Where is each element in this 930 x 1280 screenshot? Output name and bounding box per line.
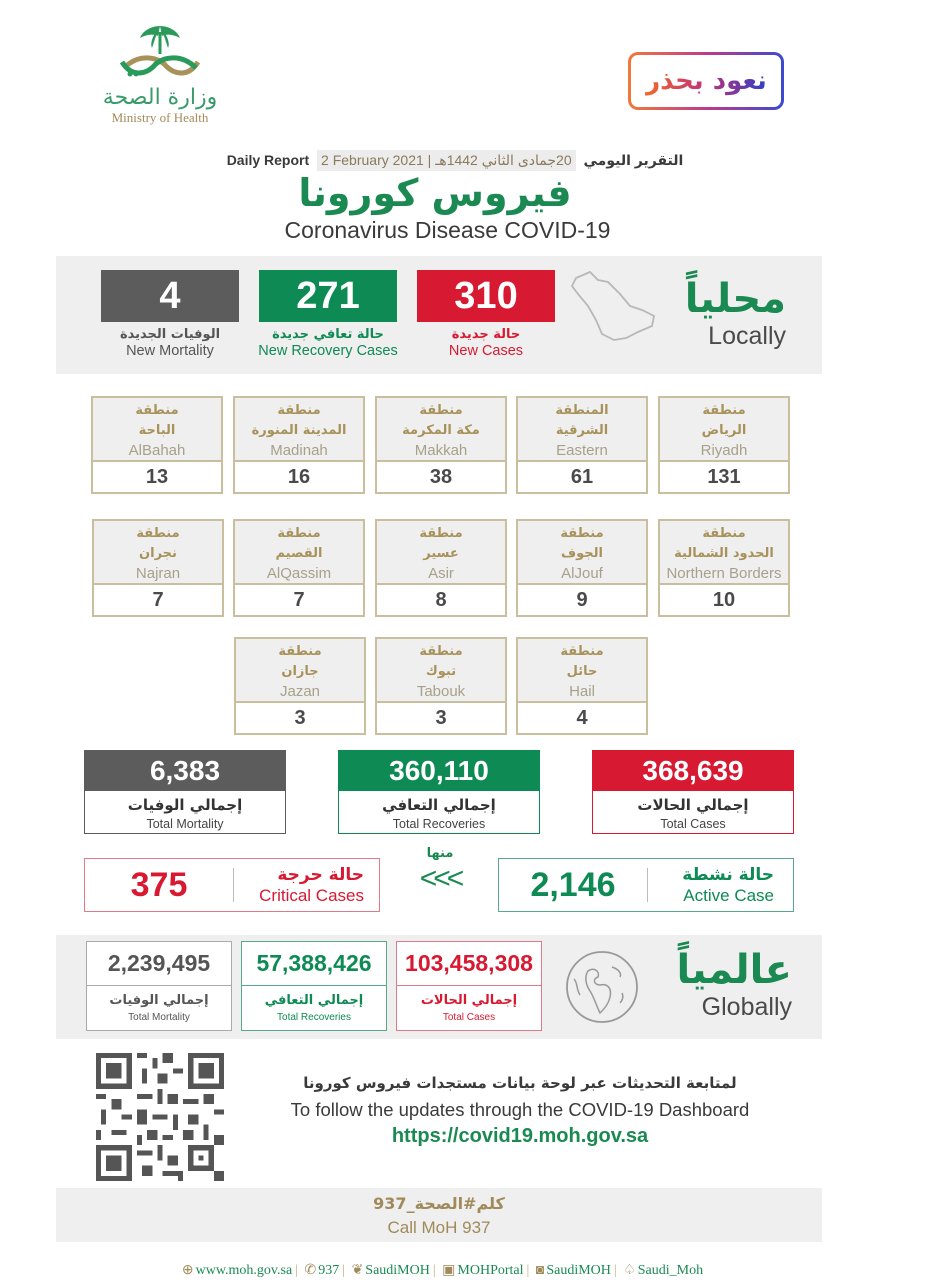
region-value: 9: [576, 589, 588, 611]
new-cases-label-ar: حالة جديدة: [451, 327, 521, 342]
report-date: 2 February 2021 | 20جمادى الثاني 1442هـ: [317, 150, 576, 171]
footer-link-text: SaudiMOH: [365, 1263, 430, 1278]
total-cases-label-ar: إجمالي الحالات: [637, 796, 749, 814]
global-recoveries-label-en: Total Recoveries: [277, 1012, 351, 1023]
footer-link-text: www.moh.gov.sa: [195, 1263, 293, 1278]
footer-link-snapchat[interactable]: [623, 1263, 703, 1278]
region-card-aljouf: [516, 519, 648, 617]
palm-swords-icon: [110, 22, 210, 84]
region-card-northern-borders: [658, 519, 790, 617]
region-name-en: Makkah: [414, 442, 468, 459]
daily-report-label-ar: التقرير اليومي: [583, 152, 684, 168]
region-name-en: Tabouk: [416, 683, 466, 700]
active-cases-label-en: Active Case: [683, 886, 774, 905]
region-card-madinah: [233, 396, 365, 494]
region-card-alqassim: [233, 519, 365, 617]
footer-links: [0, 1262, 885, 1279]
region-prefix: منطقة: [419, 526, 463, 541]
region-value: 131: [707, 466, 741, 488]
page-title-ar: فيروس كورونا: [298, 171, 572, 215]
call-hashtag-ar: كلم#الصحة_937: [373, 1194, 505, 1213]
region-card-asir: [375, 519, 507, 617]
region-value: 7: [152, 589, 164, 611]
region-name-en: Madinah: [270, 442, 328, 459]
new-mortality-caption: [85, 326, 255, 360]
region-prefix: منطقة: [560, 526, 604, 541]
divider: |: [295, 1263, 299, 1278]
region-prefix: منطقة: [560, 644, 604, 659]
region-card-najran: [92, 519, 224, 617]
region-name-en: AlBahah: [128, 442, 186, 459]
region-name-ar: القصيم: [275, 546, 323, 561]
region-name-ar: تبوك: [425, 664, 457, 679]
region-name-en: Asir: [428, 565, 454, 582]
dashboard-text-ar: لمتابعة التحديثات عبر لوحة بيانات مستجدات فيروس كورونا: [303, 1074, 737, 1092]
region-name-en: Eastern: [556, 442, 608, 459]
total-recoveries-card: [338, 750, 540, 834]
page-title-en: Coronavirus Disease COVID-19: [284, 217, 611, 243]
daily-report-label-en: Daily Report: [226, 152, 310, 168]
region-card-hail: [516, 637, 648, 735]
total-mortality-value: 6,383: [85, 751, 285, 791]
critical-cases-label: [234, 864, 364, 906]
new-cases-label-en: New Cases: [448, 343, 524, 359]
total-mortality-label-ar: إجمالي الوفيات: [127, 796, 243, 814]
active-cases-label-ar: حالة نشطة: [682, 865, 774, 885]
call-text-en: Call MoH 937: [387, 1218, 491, 1237]
global-recoveries-card: [241, 941, 387, 1031]
saudi-map-icon: [568, 268, 660, 342]
region-value: 61: [570, 466, 594, 488]
moh-logo: [95, 22, 225, 134]
global-cases-value: 103,458,308: [397, 942, 541, 986]
divider: |: [613, 1263, 617, 1278]
footer-link-youtube[interactable]: [442, 1263, 523, 1278]
region-prefix: منطقة: [278, 644, 322, 659]
new-recovery-value: 271: [259, 270, 397, 322]
footer-link-text: 937: [318, 1263, 340, 1278]
global-mortality-label-ar: إجمالي الوفيات: [109, 993, 209, 1008]
snapchat-icon: ♤: [623, 1263, 636, 1278]
globe-icon: ⊕: [181, 1263, 194, 1278]
region-card-eastern: [516, 396, 648, 494]
region-value: 16: [287, 466, 311, 488]
active-cases-card: [498, 858, 794, 912]
region-value: 8: [435, 589, 447, 611]
qr-code[interactable]: [96, 1053, 224, 1181]
total-recoveries-value: 360,110: [339, 751, 539, 791]
new-recovery-label-ar: حالة تعافي جديدة: [272, 327, 384, 342]
dashboard-link[interactable]: https://covid19.moh.gov.sa: [391, 1125, 649, 1147]
region-name-ar: الحدود الشمالية: [674, 546, 774, 561]
region-prefix: المنطقة: [555, 403, 609, 418]
region-name-ar: نجران: [139, 546, 177, 561]
new-mortality-label-ar: الوفيات الجديدة: [119, 327, 221, 342]
region-name-ar: عسير: [423, 546, 459, 561]
critical-cases-card: [84, 858, 380, 912]
region-prefix: منطقة: [419, 644, 463, 659]
critical-cases-label-en: Critical Cases: [259, 886, 364, 905]
new-cases-caption: [401, 326, 571, 360]
divider: |: [342, 1263, 346, 1278]
divider: |: [526, 1263, 530, 1278]
region-card-tabouk: [375, 637, 507, 735]
dashboard-text-en: To follow the updates through the COVID-19 Dashboard: [290, 1099, 750, 1120]
global-cases-label-en: Total Cases: [442, 1012, 496, 1023]
total-cases-label-en: Total Cases: [660, 817, 726, 831]
region-name-ar: الجوف: [561, 546, 603, 561]
region-prefix: منطقة: [702, 526, 746, 541]
region-value: 3: [435, 707, 447, 729]
active-cases-value: 2,146: [530, 865, 616, 904]
global-cases-card: [396, 941, 542, 1031]
globe-icon: [564, 949, 640, 1025]
region-value: 4: [576, 707, 588, 729]
region-prefix: منطقة: [136, 526, 180, 541]
region-name-ar: جازان: [281, 664, 319, 679]
global-recoveries-value: 57,388,426: [242, 942, 386, 986]
region-name-ar: الشرقية: [555, 423, 609, 438]
footer-link-phone[interactable]: [305, 1263, 340, 1278]
region-name-en: Hail: [569, 683, 595, 700]
globally-title-en: Globally: [701, 993, 792, 1021]
total-recoveries-label-en: Total Recoveries: [392, 817, 486, 831]
region-name-en: Riyadh: [700, 442, 748, 459]
region-name-ar: الرياض: [701, 423, 747, 438]
twitter-icon: ❦: [351, 1263, 364, 1278]
region-prefix: منطقة: [135, 403, 179, 418]
region-prefix: منطقة: [702, 403, 746, 418]
region-value: 13: [145, 466, 169, 488]
region-name-ar: مكة المكرمة: [402, 423, 480, 438]
region-card-riyadh: [658, 396, 790, 494]
region-card-makkah: [375, 396, 507, 494]
active-cases-label: [648, 864, 774, 906]
region-prefix: منطقة: [277, 403, 321, 418]
global-cases-label-ar: إجمالي الحالات: [420, 993, 518, 1008]
locally-title: [685, 276, 786, 350]
gregorian-date: 2 February 2021: [321, 152, 424, 168]
total-mortality-label-en: Total Mortality: [146, 817, 224, 831]
hijri-date: 20جمادى الثاني 1442هـ: [435, 152, 572, 168]
region-name-en: AlQassim: [266, 565, 332, 582]
new-cases-value: 310: [417, 270, 555, 322]
new-recovery-caption: [243, 326, 413, 360]
total-cases-card: [592, 750, 794, 834]
region-prefix: منطقة: [277, 526, 321, 541]
region-name-ar: الباحة: [138, 423, 176, 438]
footer-link-instagram[interactable]: [536, 1263, 611, 1278]
region-prefix: منطقة: [419, 403, 463, 418]
footer-link-text: Saudi_Moh: [637, 1263, 704, 1278]
critical-cases-value: 375: [130, 865, 188, 904]
locally-title-ar: محلياً: [684, 276, 786, 322]
globally-section: [56, 935, 822, 1039]
new-recovery-label-en: New Recovery Cases: [258, 343, 398, 359]
call-banner: [56, 1188, 822, 1242]
region-name-en: Jazan: [279, 683, 321, 700]
of-which-label: منها: [426, 846, 454, 861]
new-mortality-value: 4: [101, 270, 239, 322]
region-value: 10: [712, 589, 736, 611]
moh-name-en: Ministry of Health: [111, 110, 209, 125]
campaign-logo-text: نعود بحذر: [645, 66, 767, 96]
global-mortality-label-en: Total Mortality: [128, 1012, 190, 1023]
global-mortality-card: [86, 941, 232, 1031]
chevrons-left-icon: <<<: [419, 862, 461, 895]
total-recoveries-label-ar: إجمالي التعافي: [382, 796, 496, 814]
region-name-en: AlJouf: [561, 565, 603, 582]
global-mortality-value: 2,239,495: [87, 942, 231, 986]
report-date-line: [0, 150, 910, 171]
locally-title-en: Locally: [708, 322, 786, 350]
region-value: 3: [294, 707, 306, 729]
global-recoveries-label-ar: إجمالي التعافي: [264, 993, 364, 1008]
critical-cases-label-ar: حالة حرجة: [277, 865, 364, 885]
moh-name-ar: وزارة الصحة: [102, 85, 218, 110]
region-name-en: Northern Borders: [666, 565, 782, 582]
globally-title: [676, 947, 792, 1021]
globally-title-ar: عالمياً: [676, 947, 792, 993]
region-name-ar: حائل: [566, 664, 598, 679]
campaign-logo: [628, 52, 784, 110]
new-mortality-label-en: New Mortality: [126, 343, 214, 359]
locally-section: [56, 256, 822, 374]
total-cases-value: 368,639: [593, 751, 793, 791]
footer-link-twitter[interactable]: [352, 1263, 430, 1278]
region-card-albahah: [91, 396, 223, 494]
instagram-icon: ◙: [535, 1263, 545, 1278]
footer-link-website[interactable]: [182, 1263, 292, 1278]
phone-icon: ✆: [304, 1263, 317, 1278]
region-value: 38: [429, 466, 453, 488]
divider: |: [432, 1263, 436, 1278]
of-which-indicator: [400, 846, 480, 897]
total-mortality-card: [84, 750, 286, 834]
footer-link-text: MOHPortal: [457, 1263, 524, 1278]
region-card-jazan: [234, 637, 366, 735]
footer-link-text: SaudiMOH: [546, 1263, 611, 1278]
region-value: 7: [293, 589, 305, 611]
region-name-ar: المدينة المنورة: [251, 423, 347, 438]
youtube-icon: ▣: [442, 1263, 456, 1278]
region-name-en: Najran: [135, 565, 181, 582]
